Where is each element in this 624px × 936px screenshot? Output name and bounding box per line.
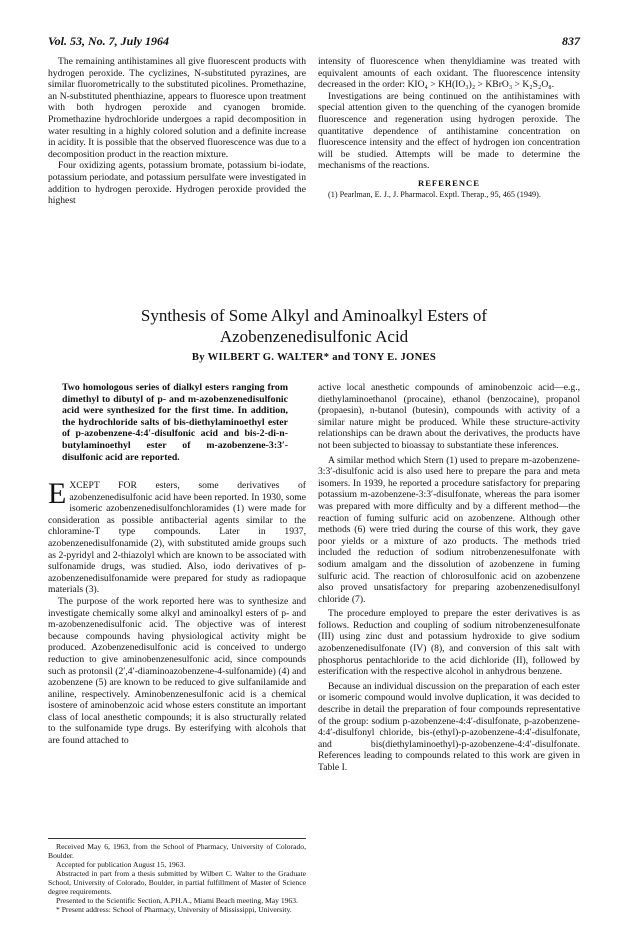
paragraph: intensity of fluorescence when thenyldiamine was treated with equivalent amounts of each oxidant. The fluorescence intensity decreased in the order: KIO₄ > KH(IO₃)₂ > KBrO₃ > K₂S₂O₈. [318, 56, 580, 91]
title-line: Azobenzenedisulfonic Acid [219, 327, 409, 346]
footnotes [48, 838, 306, 914]
paragraph-text: XCEPT FOR esters, some derivatives of azobenzenedisulfonic acid have been reported. In 1930, some isomeric azobenzenedisulfonchloramides (1) were made for consideration as possible antibacterial agents similar to the chloramine-T type compounds. Later in 1937, azobenzenedisulfonamide (2), with substituted amide groups such as 2-pyridyl and 2-thiazolyl which are known to be associated with sulfonamide drugs, was studied. Also, iodo derivatives of p-azobenzenedisulfonamide were prepared for study as radiopaque materials (3). [48, 480, 306, 596]
paragraph: Because an individual discussion on the preparation of each ester or isomeric compound would involve duplication, it was decided to describe in detail the preparation of four compounds representative of the group: sodium p-azobenzene-4:4′-disulfonate, p-azobenzene-4:4′-disulfonyl chloride, bis-(ethyl)-p-azobenzene-4:4′-disulfonate, and bis(diethylaminoethyl)-p-azobenzene-4:4′-disulfonate. References leading to compounds related to this work are given in Table I. [318, 680, 580, 773]
footnote: Accepted for publication August 15, 1963. [56, 860, 186, 869]
footnote: Presented to the Scientific Section, A.PH.A., Miami Beach meeting, May 1963. [56, 896, 298, 905]
footnote: Abstracted in part from a thesis submitted by Wilbert C. Walter to the Graduate School, University of Colorado, Boulder, in partial fulfillment of Master of Science degree requirements. [48, 869, 306, 896]
author-line: By WILBERT G. WALTER* and TONY E. JONES [191, 352, 437, 363]
abstract: Two homologous series of dialkyl esters ranging from dimethyl to dibutyl of p- and m-azobenzenedisulfonic acid were synthesized for the first time. In addition, the hydrochloride salts of bis-diethylaminoethyl ester of p-azobenzene-4:4′-disulfonic acid and bis-2-di-n-butylaminoethyl ester of m-azobenzene-3:3′-disulfonic acid are reported. [62, 382, 288, 463]
paragraph: A similar method which Stern (1) used to prepare m-azobenzene-3:3′-disulfonic acid is also used here to prepare the para and meta isomers. In 1939, he reported a procedure satisfactory for preparing potassium m-azobenzene-3:3′-disulfonate, whereas the para isomer was prepared with more difficulty and by a different method—the reaction of fuming sulfuric acid on azobenzene. Although other methods (6) were tried during the course of this work, they gave poor yields or a mixture of azo products. The methods tried included the reduction of sodium nitrobenzenesulfonate with sodium amalgam and the dissolution of azobenzene in fuming sulfuric acid. The reaction of chlorosulfonic acid on azobenzene also proved unsatisfactory for preparing azobenzenedisulfonyl chloride (7). [318, 454, 580, 605]
paragraph: The remaining antihistamines all give fluorescent products with hydrogen peroxide. The cyclizines, N-substituted pyrazines, are similar fluorometrically to the substituted picolines. Promethazine, an N-substituted phenthiazine, appears to fluoresce upon treatment with both hydrogen peroxide and cyanogen bromide. Promethazine hydrochloride undergoes a rapid decomposition in water resulting in a highly colored solution and a definite increase in acidity. It is possible that the observed fluorescence was due to a decomposition product in the reaction mixture. [48, 56, 306, 160]
reference-heading: REFERENCE [417, 177, 480, 188]
drop-cap: E [48, 477, 67, 510]
paragraph: active local anesthetic compounds of aminobenzoic acid—e.g., diethylaminoethanol (procaine), ethanol (benzocaine), propanol (propaesin), n-butanol (butesin), compounds with activity of a similar nature might be produced. While these structure-activity relationships can be drawn about the derivatives, the products have not been subjected to bioassay to substantiate these inferences. [318, 382, 580, 451]
paragraph [48, 477, 306, 596]
page-number: 837 [562, 34, 580, 48]
article-right-column [318, 382, 580, 777]
title-line: Synthesis of Some Alkyl and Aminoalkyl Esters of [140, 306, 488, 325]
article-left-column [48, 477, 306, 747]
paragraph: Investigations are being continued on the antihistamines with special attention given to the quenching of the cyanogen bromide fluorescence and regeneration using hydrogen peroxide. The quantitative dependence of antihistamine concentration on fluorescence intensity and the effect of hydrogen ion concentration will be studied. Attempts will be made to determine the mechanisms of the reactions. [318, 90, 580, 172]
paragraph: The procedure employed to prepare the ester derivatives is as follows. Reduction and coupling of sodium nitrobenzenesulfonate (III) using zinc dust and potassium hydroxide to give sodium azobenzenedisulfonate (IV) (8), and conversion of this salt with phosphorus pentachloride to the acid dichloride (II), followed by esterification with the respective alcohol in anhydrous benzene. [318, 608, 580, 678]
paragraph: Four oxidizing agents, potassium bromate, potassium bi-iodate, potassium periodate, and potassium persulfate were investigated in addition to hydrogen peroxide. Hydrogen peroxide provided the highest [48, 160, 306, 207]
previous-article-left-column [48, 56, 306, 207]
article-title [48, 305, 580, 347]
paragraph: The purpose of the work reported here was to synthesize and investigate chemically some alkyl and aminoalkyl esters of p- and m-azobenzenedisulfonic acid. The objective was of interest because compounds having physiological activity might be produced. Azobenzenedisulfonic acid is conceived to undergo reduction to give aminobenzenesulfonic acid, since compounds such as protonsil (2′,4′-diaminoazobenzene-4-sulfonamide) (4) and azobenzene (5) are known to be reduced to give sulfanilamide and aniline, respectively. Aminobenzenesulfonic acid is a chemical isostere of aminobenzoic acid whose esters constitute an important class of local anesthetic compounds; it is also structurally related to the sulfonamide type drugs. By esterifying with alcohols that are found attached to [48, 595, 306, 747]
journal-header: Vol. 53, No. 7, July 1964 [48, 34, 170, 48]
footnote: * Present address: School of Pharmacy, University of Mississippi, University. [56, 905, 292, 914]
previous-article-right-column [318, 56, 580, 200]
reference-entry: (1) Pearlman, E. J., J. Pharmacol. Exptl. Therap., 95, 465 (1949). [328, 189, 541, 199]
footnote: Received May 6, 1963, from the School of Pharmacy, University of Colorado, Boulder. [48, 842, 306, 860]
